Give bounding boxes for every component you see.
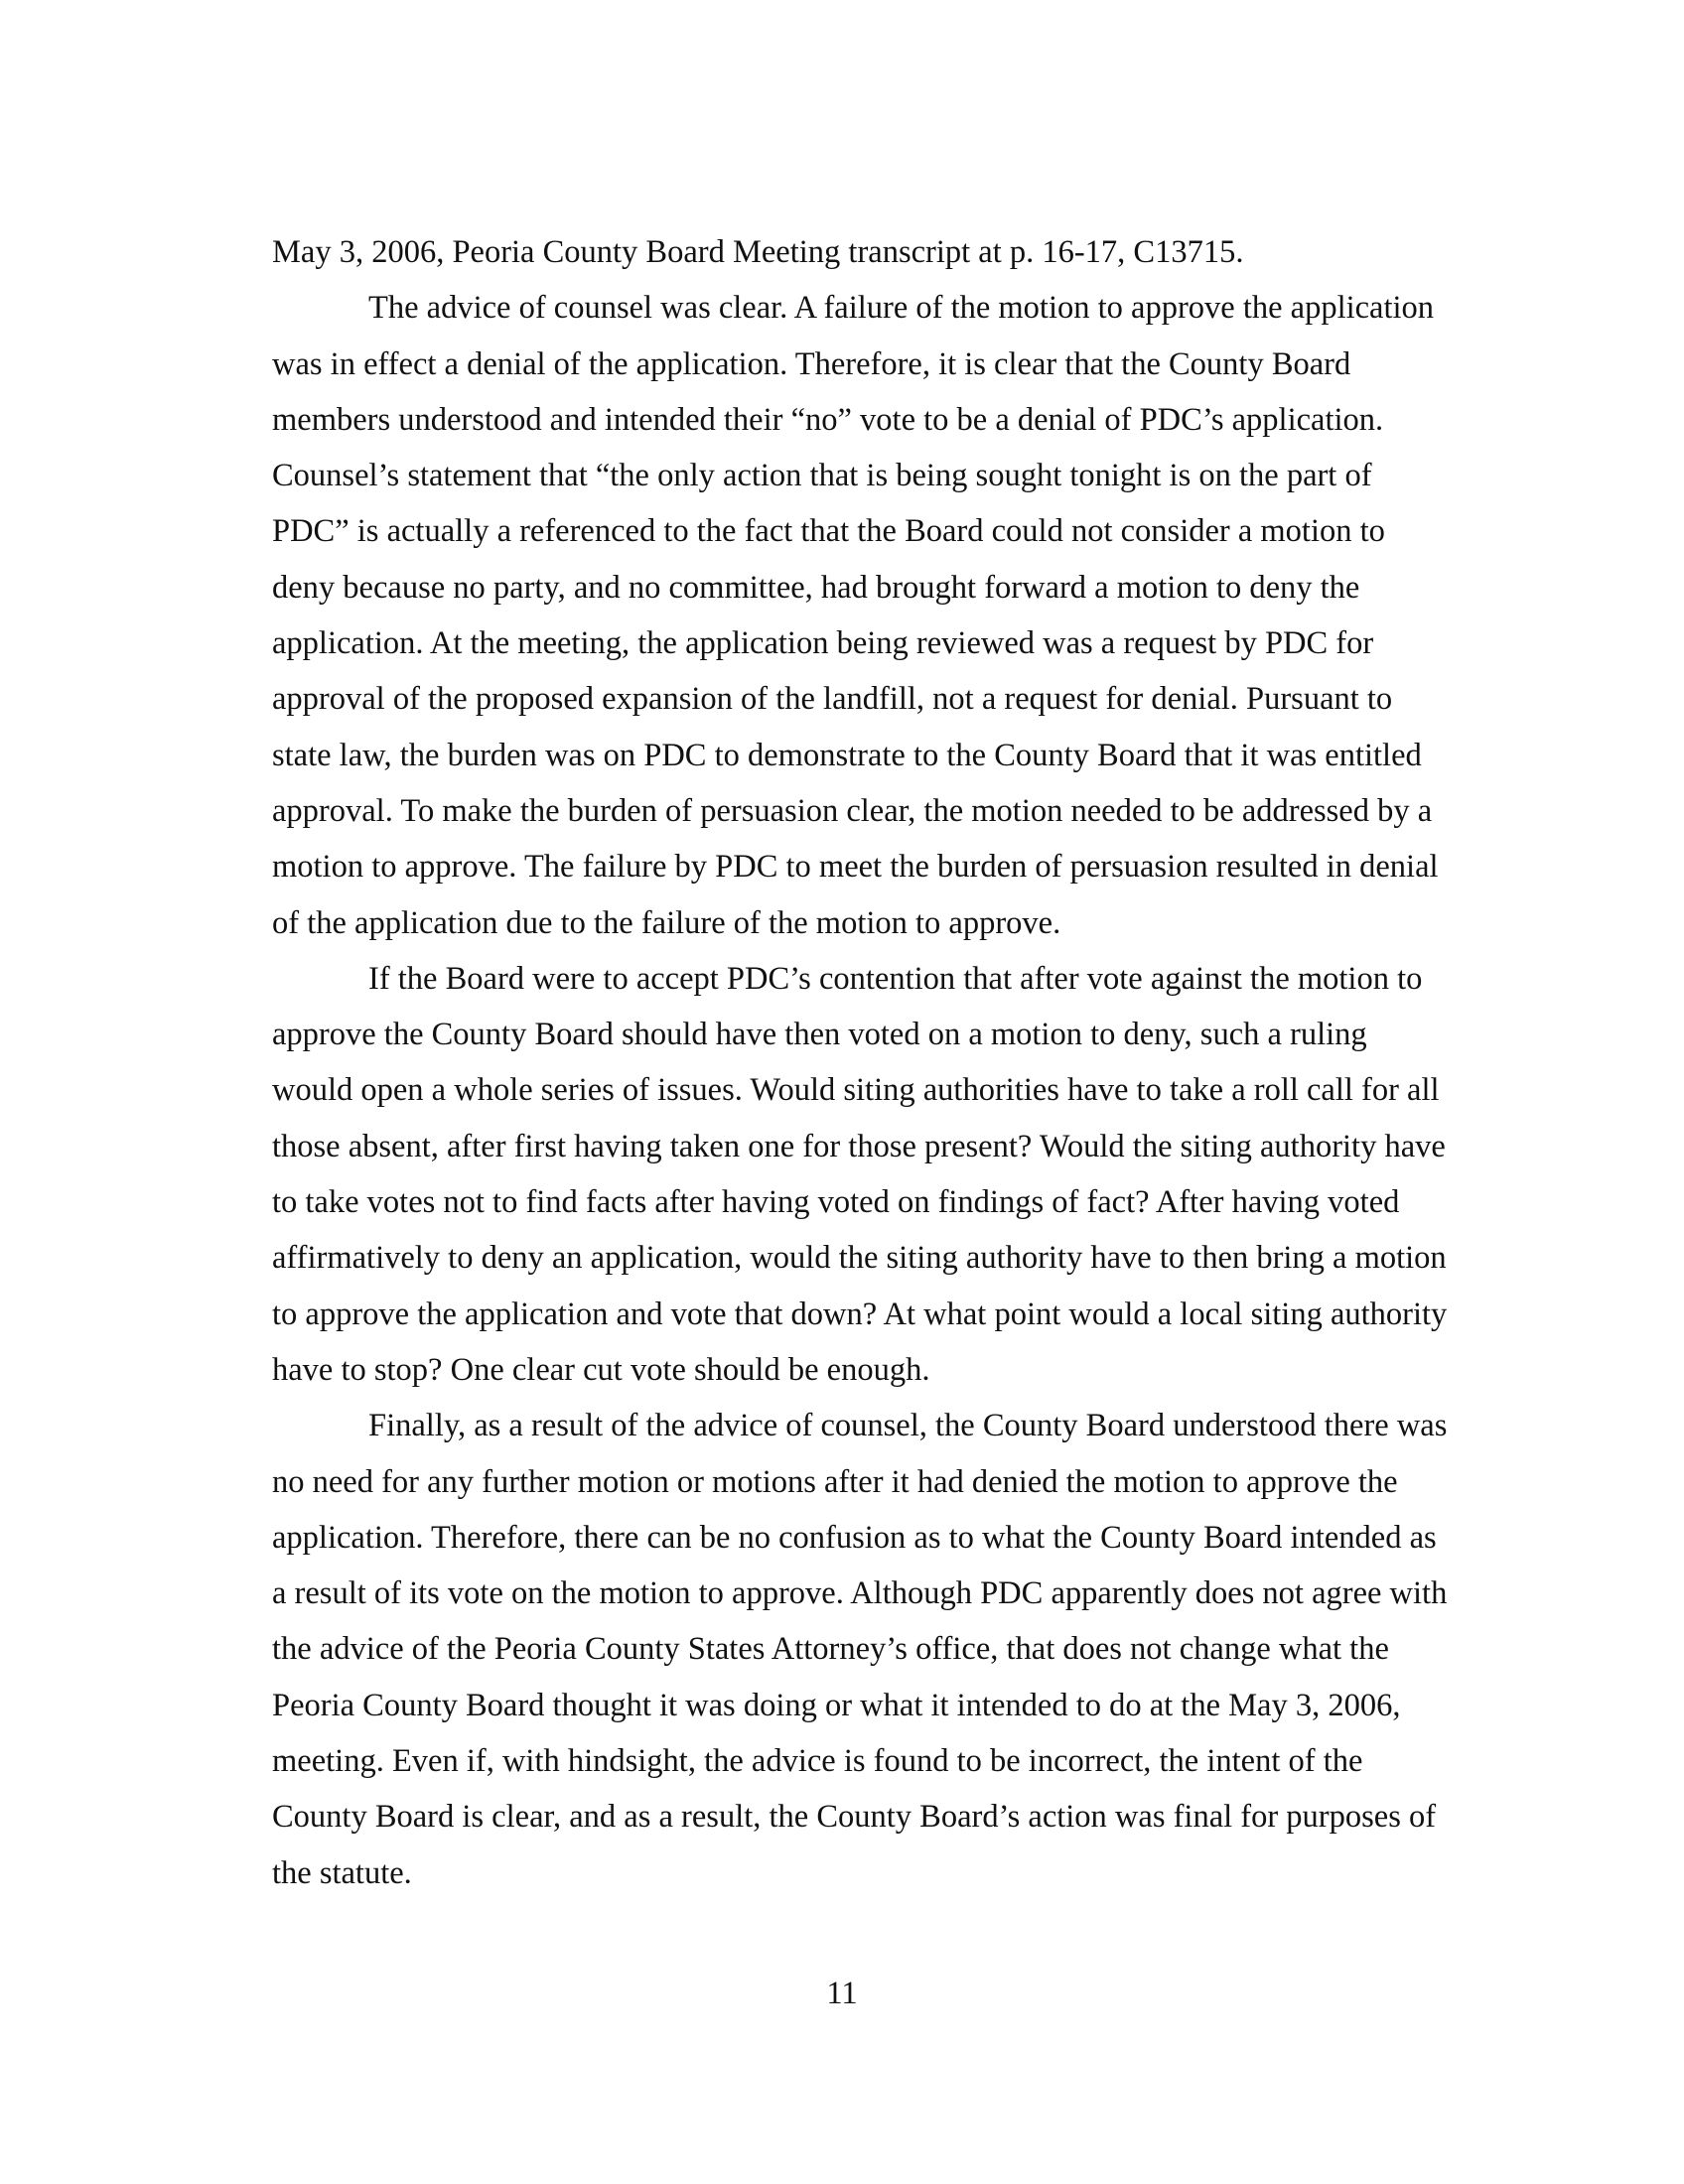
- page-number: 11: [826, 1976, 858, 2011]
- document-body: [272, 224, 1450, 1901]
- paragraph-conclusion: Finally, as a result of the advice of counsel, the County Board understood there was no need for any further motion or motions after it had denied the motion to approve the application. Therefore, there can be no confusion as to what the County Board intended as a result of its vote on the motion to approve. Although PDC apparently does not agree with the advice of the Peoria County States Attorney’s office, that does not change what the Peoria County Board thought it was doing or what it intended to do at the May 3, 2006, meeting. Even if, with hindsight, the advice is found to be incorrect, the intent of the County Board is clear, and as a result, the County Board’s action was final for purposes of the statute.: [272, 1408, 1448, 1891]
- paragraph-pdc-contention: If the Board were to accept PDC’s contention that after vote against the motion to approve the County Board should have then voted on a motion to deny, such a ruling would open a whole series of issues. Would siting authorities have to take a roll call for all those absent, after first having taken one for those present? Would the siting authority have to take votes not to find facts after having voted on findings of fact? After having voted affirmatively to deny an application, would the siting authority have to then bring a motion to approve the application and vote that down? At what point would a local siting authority have to stop? One clear cut vote should be enough.: [272, 960, 1448, 1388]
- paragraph-advice-of-counsel: The advice of counsel was clear. A failure of the motion to approve the application was in effect a denial of the application. Therefore, it is clear that the County Board members understood and intended their “no” vote to be a denial of PDC’s application. Counsel’s statement that “the only action that is being sought tonight is on the part of PDC” is actually a referenced to the fact that the Board could not consider a motion to deny because no party, and no committee, had brought forward a motion to deny the application. At the meeting, the application being reviewed was a request by PDC for approval of the proposed expansion of the landfill, not a request for denial. Pursuant to state law, the burden was on PDC to demonstrate to the County Board that it was entitled approval. To make the burden of persuasion clear, the motion needed to be addressed by a motion to approve. The failure by PDC to meet the burden of persuasion resulted in denial of the application due to the failure of the motion to approve.: [272, 290, 1439, 941]
- citation-line: May 3, 2006, Peoria County Board Meeting transcript at p. 16-17, C13715.: [272, 234, 1244, 270]
